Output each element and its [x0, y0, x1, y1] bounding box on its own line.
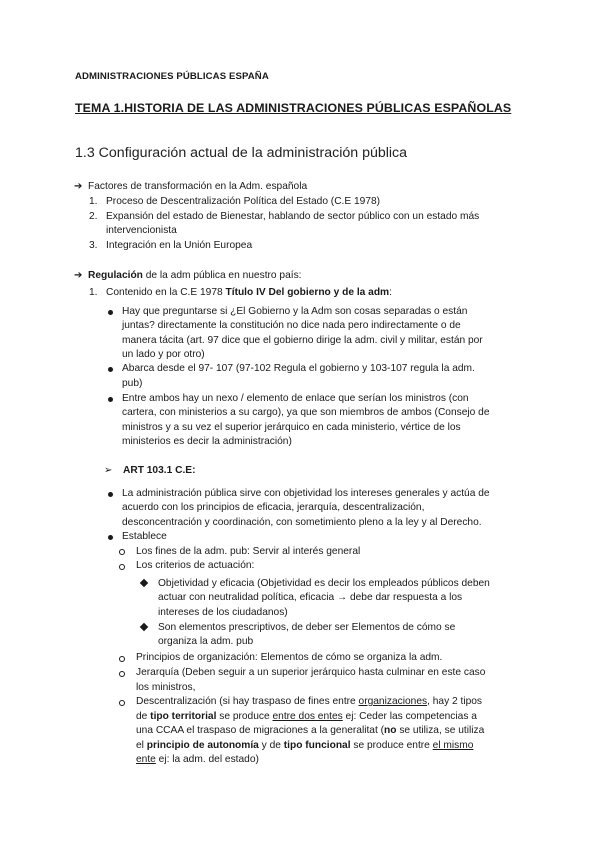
diamond-line: Son elementos prescriptivos, de deber ser Elementos de cómo se	[158, 622, 456, 633]
arrow-bullet-icon: ➔	[74, 270, 83, 281]
art-heading: ART 103.1 C.E:	[123, 465, 196, 476]
text: se produce	[216, 711, 273, 722]
descentralizacion-line	[136, 694, 482, 709]
sub-item: Principios de organización: Elementos de cómo se organiza la adm.	[136, 652, 443, 663]
item-bold: Título IV Del gobierno y de la adm	[225, 287, 390, 298]
list-number: 3.	[89, 240, 98, 251]
factores-heading: Factores de transformación en la Adm. española	[88, 181, 308, 192]
diamond-line: organiza la adm. pub	[158, 636, 254, 647]
list-number: 2.	[89, 211, 98, 222]
arrowhead-bullet-icon: ➢	[104, 465, 113, 476]
text: Descentralización (si hay traspaso de fines entre	[136, 696, 359, 707]
bold-text: tipo territorial	[150, 711, 217, 722]
text: una CCAA el traspaso de migraciones a la generalitat (	[136, 725, 385, 736]
list-item: intervencionista	[106, 225, 177, 236]
underlined-text: organizaciones	[358, 696, 428, 707]
regulacion-rest: de la adm pública en nuestro país:	[142, 270, 302, 281]
bullet-line: La administración pública sirve con objetividad los intereses generales y actúa de	[122, 488, 490, 499]
item-after: :	[389, 287, 392, 298]
bullet-line: ministerios es decir la administración)	[122, 436, 292, 447]
sub-item: Los fines de la adm. pub: Servir al interés general	[136, 546, 361, 557]
bullet-line: acuerdo con los principios de eficacia, jerarquía, descentralización,	[122, 502, 425, 513]
bullet-dot-icon	[108, 492, 113, 497]
list-item: Integración en la Unión Europea	[106, 240, 253, 251]
diamond-line: intereses de los ciudadanos)	[158, 607, 288, 618]
diamond-line: actuar con neutralidad política, eficacia → debe dar respuesta a los	[158, 592, 463, 603]
bullet-line: un lado y por otro)	[122, 349, 205, 360]
bullet-circle-icon	[119, 671, 125, 677]
regulacion-heading	[88, 268, 302, 283]
section-heading: 1.3 Configuración actual de la administración pública	[75, 145, 408, 161]
list-item: Proceso de Descentralización Política del Estado (C.E 1978)	[106, 196, 381, 207]
descentralizacion-line	[136, 738, 473, 753]
underlined-text: entre dos entes	[272, 711, 343, 722]
bullet-line: Abarca desde el 97- 107 (97-102 Regula el gobierno y 103-107 regula la adm.	[122, 363, 475, 374]
bold-text: principio de autonomía	[146, 740, 259, 751]
sub-item: Jerarquía (Deben seguir a un superior jerárquico hasta culminar en este caso	[136, 667, 486, 678]
bullet-circle-icon	[119, 549, 125, 555]
bullet-diamond-icon	[140, 579, 148, 587]
list-number: 1.	[89, 287, 98, 298]
text: ej: la adm. del estado)	[155, 754, 259, 765]
bullet-dot-icon	[108, 310, 113, 315]
bullet-line: Hay que preguntarse si ¿El Gobierno y la Adm son cosas separadas o están	[122, 306, 468, 317]
sub-item: los ministros,	[136, 682, 196, 693]
text: se produce entre	[350, 740, 433, 751]
bullet-line: ministros y a su vez el superior jerárquico en cada ministerio, vértice de los	[122, 422, 461, 433]
text: de	[136, 711, 151, 722]
bullet-line: pub)	[122, 378, 143, 389]
underlined-text: el mismo	[432, 740, 474, 751]
text: ej: Ceder las competencias a	[342, 711, 477, 722]
bold-text: tipo funcional	[283, 740, 351, 751]
text: , hay 2 tipos	[427, 696, 483, 707]
list-item: Expansión del estado de Bienestar, hablando de sector público con un estado más	[106, 211, 480, 222]
underlined-text: ente	[136, 754, 156, 765]
bullet-dot-icon	[108, 367, 113, 372]
bullet-circle-icon	[119, 700, 125, 706]
bullet-line: Entre ambos hay un nexo / elemento de enlace que serían los ministros (con	[122, 393, 469, 404]
descentralizacion-line	[136, 752, 259, 767]
descentralizacion-line	[136, 723, 484, 738]
arrow-bullet-icon: ➔	[74, 181, 83, 192]
regulacion-bold: Regulación	[88, 270, 143, 281]
list-item	[106, 285, 392, 300]
bullet-dot-icon	[108, 397, 113, 402]
document-title: ADMINISTRACIONES PÚBLICAS ESPAÑA	[75, 71, 269, 82]
bullet-line: manera tácita (art. 97 dice que el gobierno dirige la adm. civil y militar, están por	[122, 335, 483, 346]
bullet-circle-icon	[119, 564, 125, 570]
bullet-line: juntas? directamente la constitución no dice nada pero indirectamente o de	[122, 320, 461, 331]
bold-text: no	[384, 725, 397, 736]
diamond-line: Objetividad y eficacia (Objetividad es decir los empleados públicos deben	[158, 578, 490, 589]
bullet-line: desconcentración y coordinación, con sometimiento pleno a la ley y al Derecho.	[122, 517, 482, 528]
list-number: 1.	[89, 196, 98, 207]
text: se utiliza, se utiliza	[396, 725, 485, 736]
text: el	[136, 740, 147, 751]
tema-heading: TEMA 1.HISTORIA DE LAS ADMINISTRACIONES PÚBLICAS ESPAÑOLAS	[75, 101, 512, 115]
descentralizacion-line	[136, 709, 477, 724]
bullet-circle-icon	[119, 656, 125, 662]
bullet-line: Establece	[122, 531, 167, 542]
item-text: Contenido en la C.E 1978	[106, 287, 226, 298]
text: y de	[258, 740, 284, 751]
sub-item: Los criterios de actuación:	[136, 560, 255, 571]
bullet-diamond-icon	[140, 623, 148, 631]
bullet-dot-icon	[108, 535, 113, 540]
bullet-line: cartera, con ministerios a su cargo), ya que son miembros de ambos (Consejo de	[122, 407, 490, 418]
